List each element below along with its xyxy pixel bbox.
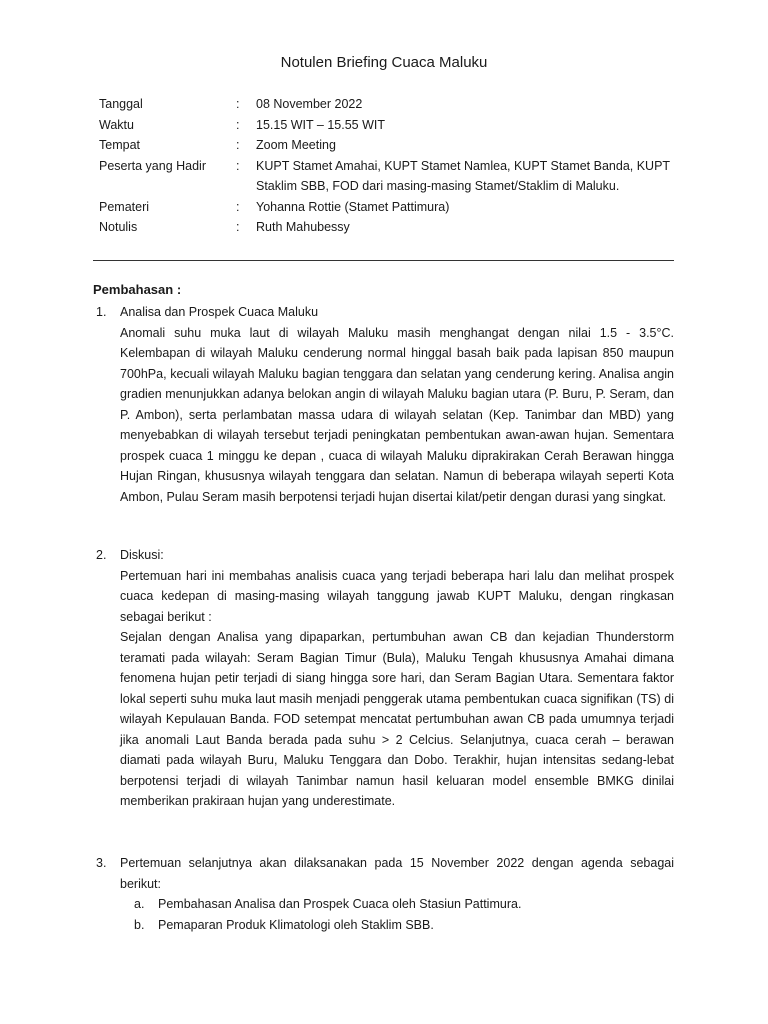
- info-colon: :: [236, 117, 240, 132]
- info-label: Pemateri: [99, 199, 150, 214]
- info-row-participants: [99, 156, 674, 197]
- item-title: Pertemuan selanjutnya akan dilaksanakan pada 15 November 2022 dengan agenda sebagai berikut:: [120, 856, 674, 891]
- agenda-list: [120, 894, 674, 935]
- info-label: Peserta yang Hadir: [99, 158, 207, 173]
- info-label: Waktu: [99, 117, 134, 132]
- info-colon: :: [236, 138, 240, 152]
- info-value: 15.15 WIT – 15.55 WIT: [256, 117, 385, 132]
- info-colon: :: [236, 158, 240, 173]
- info-value: Zoom Meeting: [256, 138, 336, 152]
- item-title: Analisa dan Prospek Cuaca Maluku: [120, 305, 319, 319]
- item-paragraph: Sejalan dengan Analisa yang dipaparkan, pertumbuhan awan CB dan kejadian Thunderstorm teramati pada wilayah: Seram Bagian Timur (Bula), Maluku Tengah khususnya Amahai dimana fenomena hujan petir terjadi di siang hingga sore hari, dan Seram Bagian Utara. Sementara faktor lokal seperti suhu muka laut masih menjadi penggerak utama pembentukan cuaca signifikan (TS) di wilayah Kepulauan Banda. FOD setempat mencatat pertumbuhan awan CB pada umumnya terjadi jika anomali Laut Banda berada pada suhu > 2 Celcius. Selanjutnya, cuaca cerah – berawan diamati pada wilayah Buru, Maluku Tenggara dan Dobo. Terakhir, hujan intensitas sedang-lebat berpotensi terjadi di wilayah Tanimbar namun hasil keluaran model ensemble BMKG dinilai memberikan prakiraan hujan yang underestimate.: [120, 630, 674, 808]
- info-value: Ruth Mahubessy: [256, 220, 350, 234]
- item-body: [120, 853, 674, 935]
- info-value: 08 November 2022: [256, 97, 363, 111]
- info-row-presenter: [99, 197, 674, 218]
- info-value: KUPT Stamet Amahai, KUPT Stamet Namlea, KUPT Stamet Banda, KUPT Staklim SBB, FOD dari masing-masing Stamet/Staklim di Maluku.: [256, 158, 670, 193]
- agenda-item: [134, 915, 674, 936]
- discussion-item-next-meeting: [96, 853, 674, 935]
- item-body: [120, 302, 674, 507]
- section-heading: Pembahasan :: [93, 282, 182, 297]
- info-row-note-taker: [99, 217, 674, 238]
- info-row-date: [99, 94, 674, 115]
- discussion-item-weather-analysis: [96, 302, 674, 507]
- agenda-text: Pemaparan Produk Klimatologi oleh Staklim SBB.: [158, 917, 434, 932]
- info-colon: :: [236, 97, 240, 111]
- item-paragraph: Pertemuan hari ini membahas analisis cuaca yang terjadi beberapa hari lalu dan melihat prospek cuaca kedepan di masing-masing wilayah tanggung jawab KUPT Maluku, dengan ringkasan sebagai berikut :: [120, 568, 674, 624]
- info-label: Tempat: [99, 138, 140, 152]
- document-title: Notulen Briefing Cuaca Maluku: [280, 54, 488, 71]
- info-row-place: [99, 135, 674, 156]
- info-label: Notulis: [99, 220, 138, 234]
- item-body: [120, 545, 674, 812]
- discussion-item-discussion: [96, 545, 674, 812]
- info-value: Yohanna Rottie (Stamet Pattimura): [256, 199, 450, 214]
- item-number: 1.: [96, 305, 107, 319]
- info-row-time: [99, 115, 674, 136]
- agenda-item: [134, 894, 674, 915]
- agenda-text: Pembahasan Analisa dan Prospek Cuaca oleh Stasiun Pattimura.: [158, 897, 522, 911]
- header-divider: [93, 260, 674, 261]
- meeting-info-table: [99, 94, 674, 238]
- item-paragraph: Anomali suhu muka laut di wilayah Maluku masih menghangat dengan nilai 1.5 - 3.5°C. Kelembapan di wilayah Maluku cenderung normal hinggal basah baik pada lapisan 850 maupun 700hPa, kecuali wilayah Maluku bagian tenggara dan selatan yang cenderung kering. Analisa angin gradien menunjukkan adanya belokan angin di wilayah Maluku bagian utara (P. Buru, P. Seram, dan P. Ambon), serta perlambatan massa udara di wilayah selatan (Kep. Tanimbar dan MBD) yang menyebabkan di wilayah tersebut terjadi peningkatan pembentukan awan-awan hujan. Sementara prospek cuaca 1 minggu ke depan , cuaca di wilayah Maluku diprakirakan Cerah Berawan hingga Hujan Ringan, khususnya wilayah tenggara dan selatan. Namun di beberapa wilayah seperti Kota Ambon, Pulau Seram masih berpotensi terjadi hujan disertai kilat/petir dengan durasi yang singkat.: [120, 325, 674, 504]
- info-colon: :: [236, 199, 240, 214]
- item-number: 3.: [96, 856, 107, 870]
- agenda-letter: a.: [134, 897, 145, 911]
- info-label: Tanggal: [99, 97, 143, 111]
- item-title: Diskusi:: [120, 548, 164, 562]
- item-number: 2.: [96, 548, 107, 562]
- info-colon: :: [236, 220, 240, 234]
- agenda-letter: b.: [134, 917, 145, 932]
